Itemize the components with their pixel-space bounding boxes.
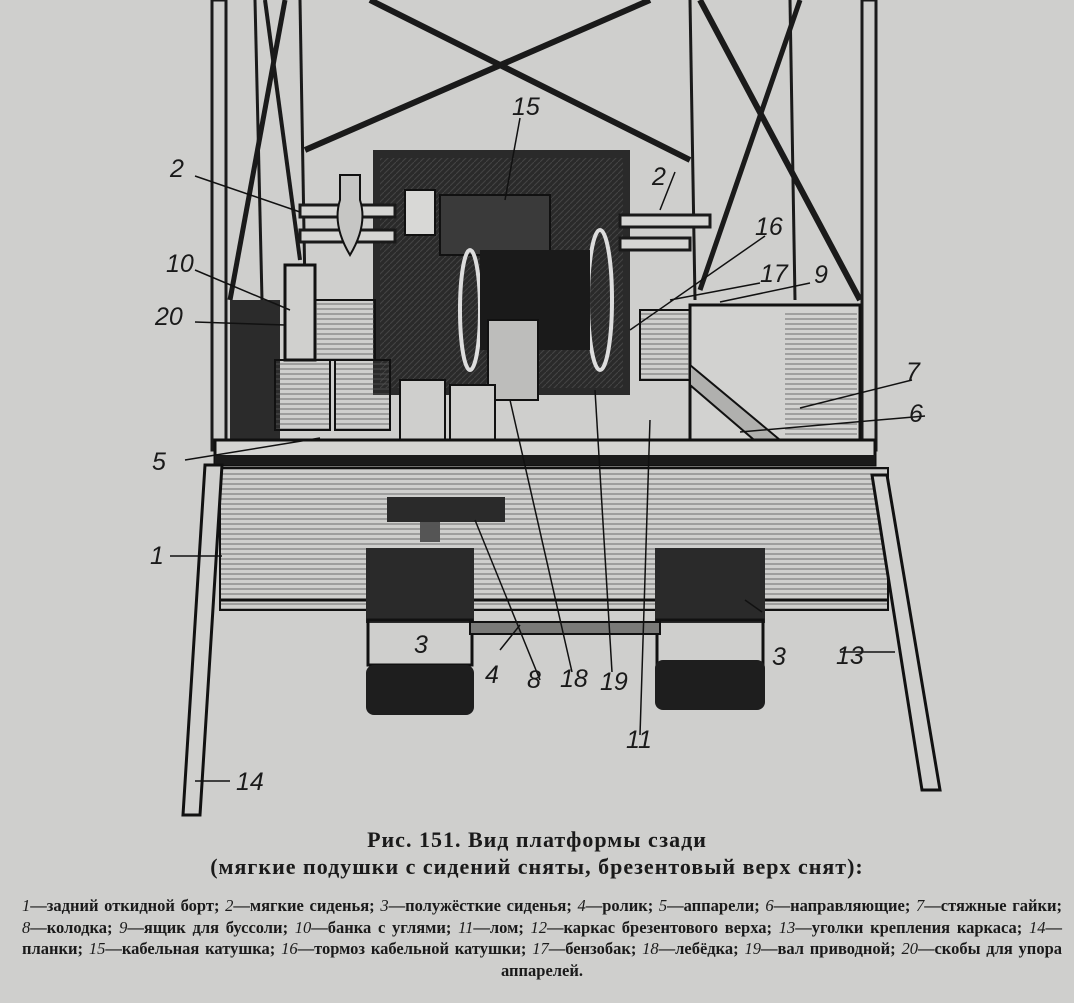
legend-item bbox=[295, 918, 458, 937]
legend-item-number: 11 bbox=[458, 917, 474, 937]
callout-1: 1 bbox=[150, 542, 164, 570]
callout-17: 17 bbox=[760, 260, 788, 288]
legend-item-number: 19 bbox=[744, 939, 761, 958]
legend-item-text: —лом; bbox=[473, 917, 531, 937]
tailgate bbox=[220, 468, 888, 610]
legend-item bbox=[642, 939, 744, 958]
callout-13: 13 bbox=[836, 642, 864, 670]
legend-item-number: 1 bbox=[22, 896, 31, 915]
legend-item-number: 7 bbox=[916, 896, 925, 915]
legend-item bbox=[531, 918, 779, 937]
callout-11: 11 bbox=[626, 726, 652, 754]
legend-item-number: 6 bbox=[765, 896, 774, 915]
semi-rigid-seat-right bbox=[655, 548, 765, 710]
legend-item bbox=[744, 939, 901, 958]
callout-19: 19 bbox=[600, 668, 628, 696]
legend-item bbox=[281, 939, 532, 958]
legend-item-text: —стяжные гайки; bbox=[924, 896, 1063, 915]
callout-6: 6 bbox=[909, 400, 923, 428]
legend-item-number: 5 bbox=[658, 896, 668, 915]
legend-item-text: —планки; bbox=[22, 917, 1062, 958]
legend-item bbox=[22, 896, 225, 915]
legend-item-number: 2 bbox=[225, 896, 234, 915]
legend-item-text: —банка с углями; bbox=[311, 917, 459, 937]
legend-item-number: 15 bbox=[88, 939, 106, 958]
legend-item bbox=[380, 896, 577, 915]
legend-item-text: —направляющие; bbox=[773, 896, 917, 915]
legend-item-text: —уголки крепления каркаса; bbox=[795, 917, 1029, 937]
figure-caption bbox=[0, 826, 1074, 880]
legend-item-number: 9 bbox=[119, 917, 128, 937]
legend-item-number: 18 bbox=[642, 939, 659, 958]
legend-item bbox=[779, 918, 1029, 937]
legend-item bbox=[532, 939, 642, 958]
callout-2-left: 2 bbox=[170, 155, 184, 183]
legend-item bbox=[659, 896, 765, 915]
legend-item bbox=[89, 939, 281, 958]
callout-10: 10 bbox=[166, 250, 194, 278]
figure-legend bbox=[22, 895, 1062, 981]
legend-item-number: 4 bbox=[577, 896, 586, 915]
legend-item bbox=[577, 896, 658, 915]
callout-8: 8 bbox=[527, 666, 541, 694]
callout-7: 7 bbox=[906, 358, 920, 386]
caption-title: Рис. 151. Вид платформы сзади bbox=[367, 827, 707, 852]
legend-item-number: 8 bbox=[22, 917, 31, 937]
legend-item-number: 12 bbox=[530, 917, 548, 937]
callout-14: 14 bbox=[236, 768, 264, 796]
legend-item-text: —аппарели; bbox=[667, 896, 766, 915]
cable-reel-housing bbox=[373, 150, 630, 400]
legend-item-number: 16 bbox=[281, 939, 298, 958]
legend-item-text: —полужёсткие сиденья; bbox=[388, 896, 578, 915]
callout-2-right: 2 bbox=[652, 163, 666, 191]
legend-item-number: 10 bbox=[294, 917, 312, 937]
legend-item-number: 14 bbox=[1029, 917, 1046, 937]
legend-item-number: 3 bbox=[380, 896, 389, 915]
roller bbox=[470, 622, 660, 634]
legend-item-number: 20 bbox=[901, 939, 918, 958]
legend-item bbox=[916, 896, 1062, 915]
legend-item-text: —лебёдка; bbox=[658, 939, 745, 958]
callout-3-right: 3 bbox=[772, 643, 786, 671]
platform-floor bbox=[215, 440, 875, 465]
legend-item-text: —скобы для упора аппарелей. bbox=[500, 939, 1062, 980]
callout-18: 18 bbox=[560, 665, 588, 693]
legend-item-text: —каркас брезентового верха; bbox=[547, 917, 779, 937]
callout-16: 16 bbox=[755, 213, 783, 241]
legend-item bbox=[765, 896, 916, 915]
legend-item-text: —вал приводной; bbox=[760, 939, 902, 958]
callout-3-left: 3 bbox=[414, 631, 428, 659]
legend-item-text: —задний откидной борт; bbox=[30, 896, 226, 915]
legend-item-text: —тормоз кабельной катушки; bbox=[297, 939, 533, 958]
legend-item-text: —кабельная катушка; bbox=[105, 939, 282, 958]
legend-item-text: —ящик для буссоли; bbox=[127, 917, 295, 937]
callout-5: 5 bbox=[152, 448, 166, 476]
callout-20: 20 bbox=[155, 303, 183, 331]
legend-item-number: 13 bbox=[778, 917, 796, 937]
callout-15: 15 bbox=[512, 93, 540, 121]
legend-item-text: —ролик; bbox=[585, 896, 659, 915]
legend-item bbox=[458, 918, 530, 937]
callout-9: 9 bbox=[814, 261, 828, 289]
legend-item bbox=[225, 896, 380, 915]
caption-subtitle: (мягкие подушки с сидений сняты, брезентовый верх снят): bbox=[210, 854, 864, 879]
legend-item bbox=[119, 918, 295, 937]
legend-item-text: —колодка; bbox=[30, 917, 120, 937]
callout-4: 4 bbox=[485, 661, 499, 689]
legend-item-number: 17 bbox=[532, 939, 549, 958]
legend-item-text: —бензобак; bbox=[548, 939, 643, 958]
legend-item bbox=[22, 918, 119, 937]
legend-item-text: —мягкие сиденья; bbox=[233, 896, 381, 915]
